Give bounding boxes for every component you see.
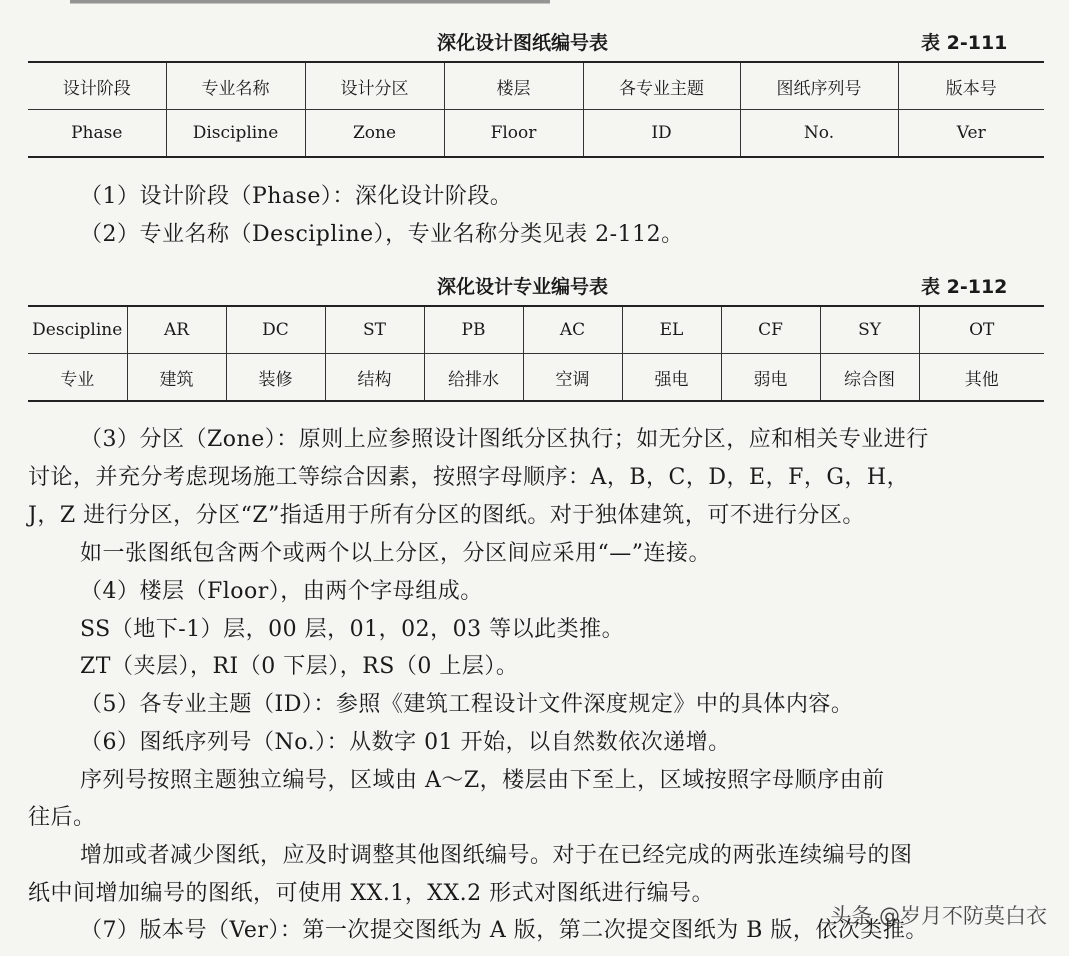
table-cell: 专业名称: [166, 62, 305, 110]
table-cell: Phase: [28, 110, 166, 158]
table-cell: AR: [127, 306, 226, 354]
table-cell: 弱电: [721, 354, 820, 402]
table-row: [28, 110, 1044, 158]
table-cell: 设计分区: [305, 62, 444, 110]
table-cell: PB: [424, 306, 523, 354]
table-cell: AC: [523, 306, 622, 354]
paragraph-phase: （1）设计阶段（Phase）：深化设计阶段。: [80, 184, 513, 209]
table-cell: 强电: [622, 354, 721, 402]
paragraph-floor-basement: SS（地下-1）层，00 层，01，02，03 等以此类推。: [80, 617, 625, 642]
table-cell: 空调: [523, 354, 622, 402]
paragraph-version: （7）版本号（Ver）：第一次提交图纸为 A 版，第二次提交图纸为 B 版，依次类推。: [80, 918, 928, 943]
paragraph-discipline: （2）专业名称（Descipline），专业名称分类见表 2-112。: [80, 222, 684, 247]
table-cell: No.: [740, 110, 898, 158]
table-row: [28, 306, 1044, 354]
table-cell: 各专业主题: [583, 62, 740, 110]
table-cell: Floor: [444, 110, 583, 158]
table-cell: Descipline: [32, 320, 123, 340]
watermark: 头条 @岁月不防莫白衣: [830, 904, 1047, 928]
paragraph-zone-join: 如一张图纸包含两个或两个以上分区，分区间应采用“—”连接。: [80, 541, 711, 566]
table-cell: Zone: [305, 110, 444, 158]
paragraph-zone-line2: 讨论，并充分考虑现场施工等综合因素，按照字母顺序：A，B，C，D，E，F，G，H，: [28, 465, 910, 490]
table-row: [28, 354, 1044, 402]
table2-number: 表 2-112: [921, 276, 1008, 298]
table-cell: CF: [721, 306, 820, 354]
table-cell: 综合图: [820, 354, 919, 402]
paragraph-serial-rule-line1: 序列号按照主题独立编号，区域由 A～Z，楼层由下至上，区域按照字母顺序由前: [80, 768, 885, 793]
table-cell: 专业: [28, 354, 127, 402]
table-cell: Discipline: [166, 110, 305, 158]
table2-title: 深化设计专业编号表: [437, 276, 609, 298]
table-cell: 其他: [919, 354, 1044, 402]
table-cell: 楼层: [444, 62, 583, 110]
table-cell: OT: [919, 306, 1044, 354]
paragraph-zone-line1: （3）分区（Zone）：原则上应参照设计图纸分区执行；如无分区，应和相关专业进行: [80, 427, 929, 452]
paragraph-add-drawings-line2: 纸中间增加编号的图纸，可使用 XX.1，XX.2 形式对图纸进行编号。: [28, 881, 715, 906]
discipline-code-table: [28, 305, 1044, 402]
paragraph-floor-mezzanine: ZT（夹层），RI（0 下层），RS（0 上层）。: [80, 654, 519, 679]
table-cell: 版本号: [898, 62, 1044, 110]
paragraph-id: （5）各专业主题（ID）：参照《建筑工程设计文件深度规定》中的具体内容。: [80, 692, 854, 717]
table-cell: SY: [820, 306, 919, 354]
table-cell: ID: [583, 110, 740, 158]
paragraph-add-drawings-line1: 增加或者减少图纸，应及时调整其他图纸编号。对于在已经完成的两张连续编号的图: [80, 843, 913, 868]
table-row: [28, 62, 1044, 110]
table-cell: 装修: [226, 354, 325, 402]
paragraph-zone-line3: J，Z 进行分区，分区“Z”指适用于所有分区的图纸。对于独体建筑，可不进行分区。: [28, 503, 865, 528]
table-cell: ST: [325, 306, 424, 354]
paragraph-serial-rule-line2: 往后。: [28, 805, 96, 830]
table-cell: 结构: [325, 354, 424, 402]
table-cell: EL: [622, 306, 721, 354]
table-cell: 设计阶段: [62, 78, 131, 99]
table1-title: 深化设计图纸编号表: [437, 32, 609, 54]
table-cell: Ver: [898, 110, 1044, 158]
top-cropped-text: [70, 0, 550, 8]
paragraph-floor: （4）楼层（Floor），由两个字母组成。: [80, 579, 483, 604]
paragraph-serial: （6）图纸序列号（No.）：从数字 01 开始，以自然数依次递增。: [80, 730, 731, 755]
table-cell: 建筑: [127, 354, 226, 402]
table-cell: 图纸序列号: [740, 62, 898, 110]
table-cell: 给排水: [424, 354, 523, 402]
drawing-number-table: [28, 61, 1044, 158]
table1-number: 表 2-111: [921, 32, 1008, 54]
table-cell: DC: [226, 306, 325, 354]
